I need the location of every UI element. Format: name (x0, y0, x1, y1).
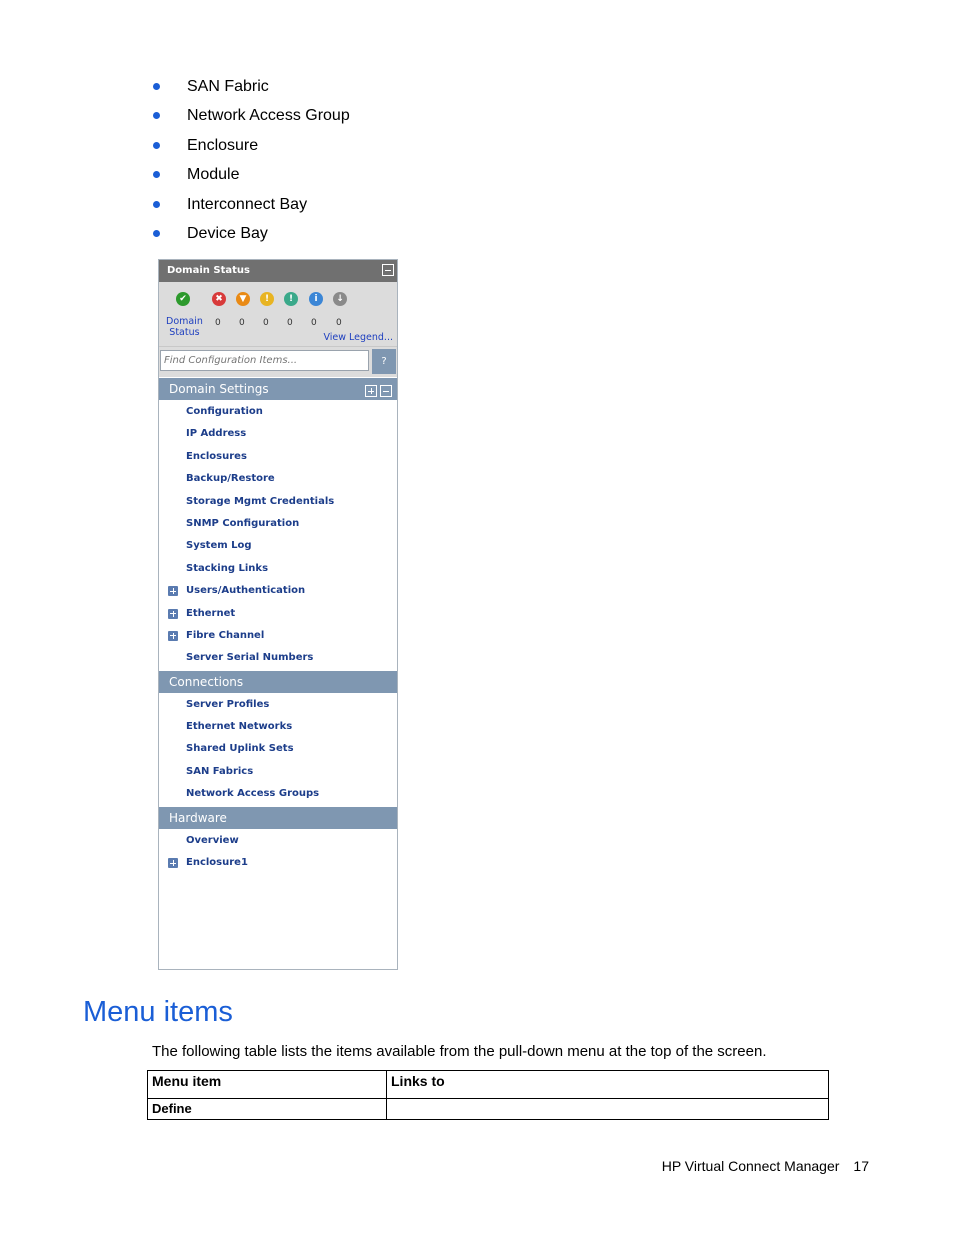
navigation-panel (158, 259, 398, 970)
cell-links-to (387, 1099, 829, 1120)
collapse-icon[interactable] (382, 264, 394, 276)
domain-status-link-line2: Status (169, 327, 200, 338)
sections-container (159, 378, 397, 874)
nav-item-label: Server Serial Numbers (186, 652, 314, 664)
info-icon[interactable]: i (309, 292, 323, 306)
nav-item-label: Overview (186, 834, 239, 846)
domain-status-body (159, 282, 397, 346)
expand-plus-icon[interactable] (168, 586, 178, 596)
domain-status-link[interactable] (166, 316, 203, 338)
bullet-text: Module (187, 166, 240, 184)
domain-status-header (159, 260, 397, 282)
section-heading: Menu items (83, 996, 233, 1028)
nav-item-label: Configuration (186, 406, 263, 417)
section-item-list (159, 693, 397, 806)
warning-icon[interactable]: ! (284, 292, 298, 306)
nav-item[interactable] (159, 761, 397, 783)
section-header-connections[interactable] (159, 671, 397, 693)
header-menu-item: Menu item (148, 1071, 387, 1099)
nav-item-label: Fibre Channel (186, 629, 265, 641)
header-links-to: Links to (387, 1071, 829, 1099)
footer-title: HP Virtual Connect Manager (661, 1158, 840, 1174)
nav-item[interactable] (159, 783, 397, 805)
nav-item-label: Server Profiles (186, 698, 270, 710)
status-count: 0 (215, 318, 221, 328)
table-header-row (148, 1071, 829, 1099)
major-icon[interactable]: ▼ (236, 292, 250, 306)
collapse-all-icon[interactable] (380, 385, 392, 397)
nav-item[interactable] (159, 491, 397, 513)
unknown-icon[interactable]: ↓ (333, 292, 347, 306)
section-title: Hardware (169, 810, 227, 825)
bullet-list (150, 76, 350, 252)
page-footer (662, 1158, 869, 1174)
nav-item-label: Enclosures (186, 450, 247, 462)
page-number: 17 (853, 1158, 869, 1174)
bullet-text: Interconnect Bay (187, 195, 308, 213)
bullet-item (150, 223, 350, 252)
section-item-list (159, 400, 397, 670)
nav-item[interactable] (159, 603, 397, 625)
nav-item-label: IP Address (186, 428, 247, 440)
view-legend-link[interactable]: View Legend... (323, 332, 393, 343)
nav-item[interactable] (159, 830, 397, 852)
nav-item-label: Ethernet (186, 607, 236, 619)
domain-status-title: Domain Status (167, 265, 250, 276)
bullet-text: SAN Fabric (187, 78, 269, 95)
expand-all-icon[interactable] (365, 385, 377, 397)
expand-plus-icon[interactable] (168, 631, 178, 641)
nav-item[interactable] (159, 580, 397, 602)
menu-items-table (147, 1070, 829, 1120)
nav-item-label: Shared Uplink Sets (186, 743, 294, 755)
section-title: Connections (169, 674, 244, 689)
status-count: 0 (336, 318, 342, 328)
bullet-item (150, 194, 350, 223)
nav-item[interactable] (159, 694, 397, 716)
cell-menu-item: Define (148, 1099, 387, 1120)
nav-item[interactable] (159, 625, 397, 647)
bullet-dot-icon (153, 230, 160, 237)
nav-item[interactable] (159, 535, 397, 557)
search-row (159, 346, 397, 377)
help-button[interactable]: ? (372, 349, 396, 374)
table-row (148, 1099, 829, 1120)
critical-icon[interactable]: ✖ (212, 292, 226, 306)
nav-item[interactable] (159, 513, 397, 535)
nav-item-label: Users/Authentication (186, 585, 306, 597)
nav-item-label: Network Access Groups (186, 788, 320, 800)
nav-item[interactable] (159, 446, 397, 468)
section-title: Domain Settings (169, 382, 269, 396)
find-config-input[interactable] (160, 350, 369, 371)
section-item-list (159, 829, 397, 875)
status-count: 0 (239, 318, 245, 328)
bullet-item (150, 164, 350, 193)
nav-item[interactable] (159, 423, 397, 445)
bullet-text: Device Bay (187, 224, 268, 242)
nav-item-label: Stacking Links (186, 562, 269, 574)
nav-item[interactable] (159, 401, 397, 423)
minor-icon[interactable]: ! (260, 292, 274, 306)
bullet-item (150, 105, 350, 134)
bullet-dot-icon (153, 142, 160, 149)
nav-item[interactable] (159, 468, 397, 490)
section-header-hardware[interactable] (159, 807, 397, 829)
intro-paragraph: The following table lists the items available from the pull-down menu at the top of the screen. (152, 1043, 767, 1060)
status-count: 0 (287, 318, 293, 328)
bullet-item (150, 135, 350, 164)
nav-item-label: SNMP Configuration (186, 517, 300, 529)
section-header-domain-settings[interactable] (159, 378, 397, 400)
nav-item[interactable] (159, 738, 397, 760)
nav-item[interactable] (159, 558, 397, 580)
ok-icon[interactable]: ✔ (176, 292, 190, 306)
domain-status-link-line1: Domain (166, 316, 203, 327)
expand-plus-icon[interactable] (168, 609, 178, 619)
bullet-item (150, 76, 350, 105)
nav-item-label: SAN Fabrics (186, 765, 254, 777)
nav-item-label: System Log (186, 540, 252, 552)
nav-item[interactable] (159, 647, 397, 669)
nav-item-label: Backup/Restore (186, 473, 275, 485)
expand-plus-icon[interactable] (168, 858, 178, 868)
bullet-dot-icon (153, 171, 160, 178)
bullet-text: Network Access Group (187, 107, 350, 125)
nav-item-label: Ethernet Networks (186, 721, 293, 733)
bullet-dot-icon (153, 201, 160, 208)
nav-item[interactable] (159, 852, 397, 874)
nav-item-label: Storage Mgmt Credentials (186, 495, 335, 507)
nav-item-label: Enclosure1 (186, 857, 248, 869)
nav-item[interactable] (159, 716, 397, 738)
bullet-dot-icon (153, 112, 160, 119)
status-count: 0 (311, 318, 317, 328)
bullet-text: Enclosure (187, 136, 259, 154)
bullet-dot-icon (153, 83, 160, 90)
status-count: 0 (263, 318, 269, 328)
